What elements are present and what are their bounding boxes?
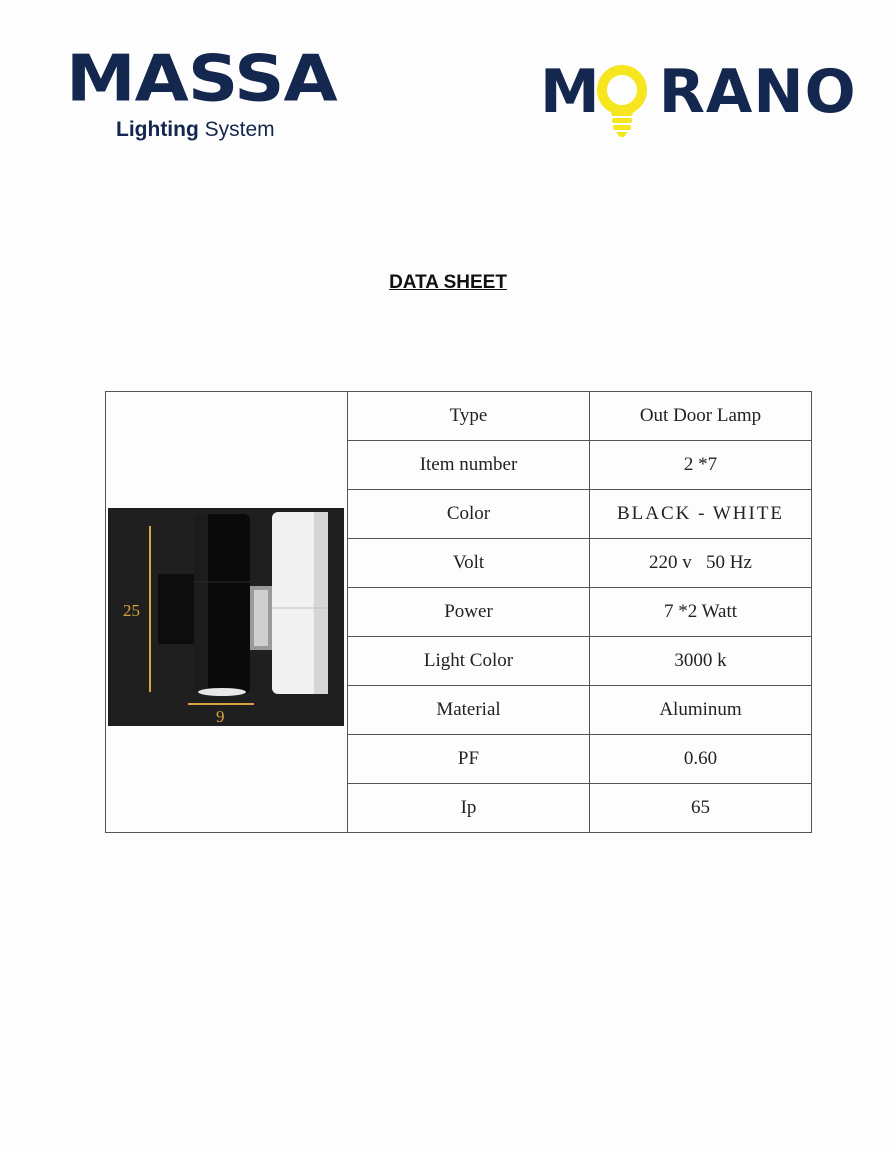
spec-table bbox=[105, 391, 812, 833]
morano-logo-text bbox=[540, 57, 857, 127]
spec-value-pf: 0.60 bbox=[590, 735, 812, 784]
spec-label-item-number: Item number bbox=[348, 441, 590, 490]
morano-logo-rest: RANO bbox=[658, 57, 857, 127]
massa-logo-sub-bold: Lighting bbox=[116, 118, 199, 141]
height-dimension-label: 25 bbox=[123, 601, 140, 620]
spec-label-type: Type bbox=[348, 392, 590, 441]
massa-logo-subtitle bbox=[116, 118, 275, 142]
spec-value-item-number: 2 *7 bbox=[590, 441, 812, 490]
width-dimension-label: 9 bbox=[216, 707, 225, 726]
spec-label-volt: Volt bbox=[348, 539, 590, 588]
spec-value-ip: 65 bbox=[590, 784, 812, 833]
spec-label-color: Color bbox=[348, 490, 590, 539]
spec-value-volt: 220 v 50 Hz bbox=[590, 539, 812, 588]
spec-label-power: Power bbox=[348, 588, 590, 637]
spec-value-power: 7 *2 Watt bbox=[590, 588, 812, 637]
morano-logo bbox=[540, 56, 857, 140]
massa-logo-sub-rest: System bbox=[198, 118, 275, 141]
page-title: DATA SHEET bbox=[389, 272, 507, 293]
morano-logo-m: M bbox=[540, 57, 601, 127]
lightbulb-icon bbox=[594, 62, 650, 138]
spec-value-light-color: 3000 k bbox=[590, 637, 812, 686]
spec-label-ip: Ip bbox=[348, 784, 590, 833]
spec-label-material: Material bbox=[348, 686, 590, 735]
spec-label-pf: PF bbox=[348, 735, 590, 784]
spec-value-material: Aluminum bbox=[590, 686, 812, 735]
massa-logo bbox=[66, 40, 376, 146]
product-image-cell bbox=[106, 392, 348, 833]
massa-logo-name: MASSA bbox=[66, 40, 337, 116]
spec-row bbox=[106, 392, 812, 441]
wall-lamp-photo-icon bbox=[108, 508, 344, 726]
spec-label-light-color: Light Color bbox=[348, 637, 590, 686]
spec-value-type: Out Door Lamp bbox=[590, 392, 812, 441]
spec-value-color: BLACK - WHITE bbox=[590, 490, 812, 539]
